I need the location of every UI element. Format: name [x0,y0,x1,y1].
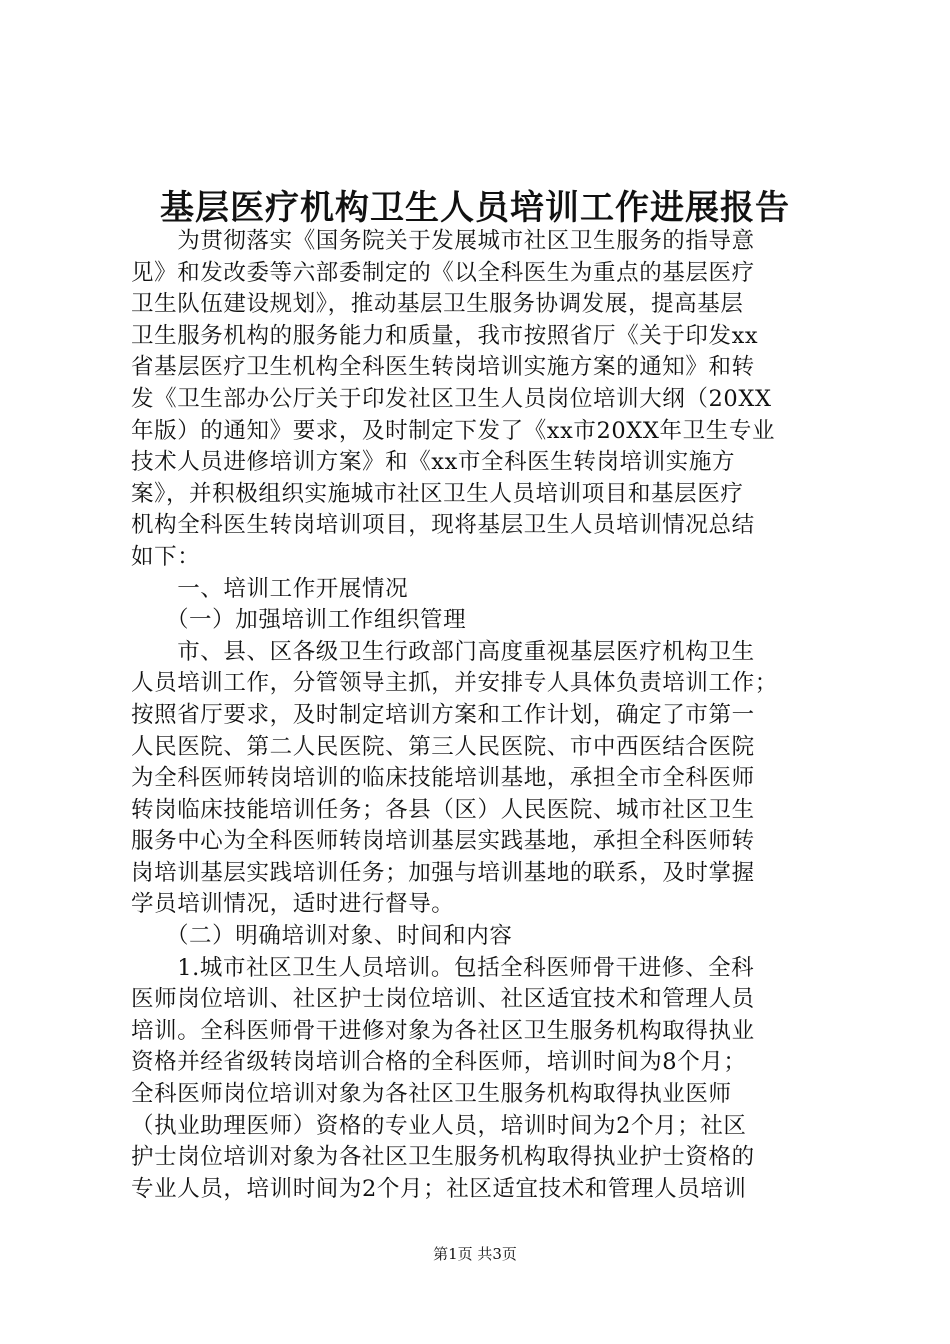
body-line: 培训。全科医师骨干进修对象为各社区卫生服务机构取得执业 [131,1017,755,1044]
body-line: 人民医院、第二人民医院、第三人民医院、市中西医结合医院 [131,733,755,760]
body-line: 医师岗位培训、社区护士岗位培训、社区适宜技术和管理人员 [131,986,755,1013]
body-line: 全科医师岗位培训对象为各社区卫生服务机构取得执业医师 [131,1081,732,1108]
body-line: 年版）的通知》要求，及时制定下发了《xx市20XX年卫生专业 [131,417,776,444]
page-footer: 第1页 共3页 [433,1245,517,1263]
body-line: 机构全科医生转岗培训项目，现将基层卫生人员培训情况总结 [131,512,755,539]
body-line: 案》，并积极组织实施城市社区卫生人员培训项目和基层医疗 [131,480,744,507]
document-body [131,226,841,1205]
body-line: 为全科医师转岗培训的临床技能培训基地，承担全市全科医师 [131,765,755,792]
body-line: 护士岗位培训对象为各社区卫生服务机构取得执业护士资格的 [131,1144,755,1171]
body-line: 发《卫生部办公厅关于印发社区卫生人员岗位培训大纲（20XX [131,385,772,412]
body-line: 转岗临床技能培训任务；各县（区）人民医院、城市社区卫生 [131,796,755,823]
body-line: 人员培训工作，分管领导主抓，并安排专人具体负责培训工作； [131,670,778,697]
body-line: 按照省厅要求，及时制定培训方案和工作计划，确定了市第一 [131,701,755,728]
section-heading: 一、培训工作开展情况 [131,575,409,602]
body-line: 为贯彻落实《国务院关于发展城市社区卫生服务的指导意 [131,228,755,254]
body-line: 市、县、区各级卫生行政部门高度重视基层医疗机构卫生 [131,638,755,665]
body-line: （执业助理医师）资格的专业人员，培训时间为2个月；社区 [131,1112,747,1139]
body-line: 专业人员，培训时间为2个月；社区适宜技术和管理人员培训 [131,1175,747,1202]
body-line: 省基层医疗卫生机构全科医生转岗培训实施方案的通知》和转 [131,354,755,381]
body-line: 岗培训基层实践培训任务；加强与培训基地的联系，及时掌握 [131,859,755,886]
body-line: 技术人员进修培训方案》和《xx市全科医生转岗培训实施方 [131,449,736,476]
body-line: 1.城市社区卫生人员培训。包括全科医师骨干进修、全科 [131,954,755,981]
body-line: 卫生服务机构的服务能力和质量，我市按照省厅《关于印发xx [131,322,759,349]
body-line: 见》和发改委等六部委制定的《以全科医生为重点的基层医疗 [131,259,755,286]
document-title: 基层医疗机构卫生人员培训工作进展报告 [160,188,790,228]
subsection-heading: （一）加强培训工作组织管理 [131,607,467,634]
body-line: 服务中心为全科医师转岗培训基层实践基地，承担全科医师转 [131,828,755,855]
body-line: 资格并经省级转岗培训合格的全科医师，培训时间为8个月； [131,1049,747,1076]
body-line: 学员培训情况，适时进行督导。 [131,891,455,918]
body-line: 卫生队伍建设规划》，推动基层卫生服务协调发展，提高基层 [131,291,744,318]
body-line: 如下： [131,543,201,570]
subsection-heading: （二）明确培训对象、时间和内容 [131,923,513,950]
